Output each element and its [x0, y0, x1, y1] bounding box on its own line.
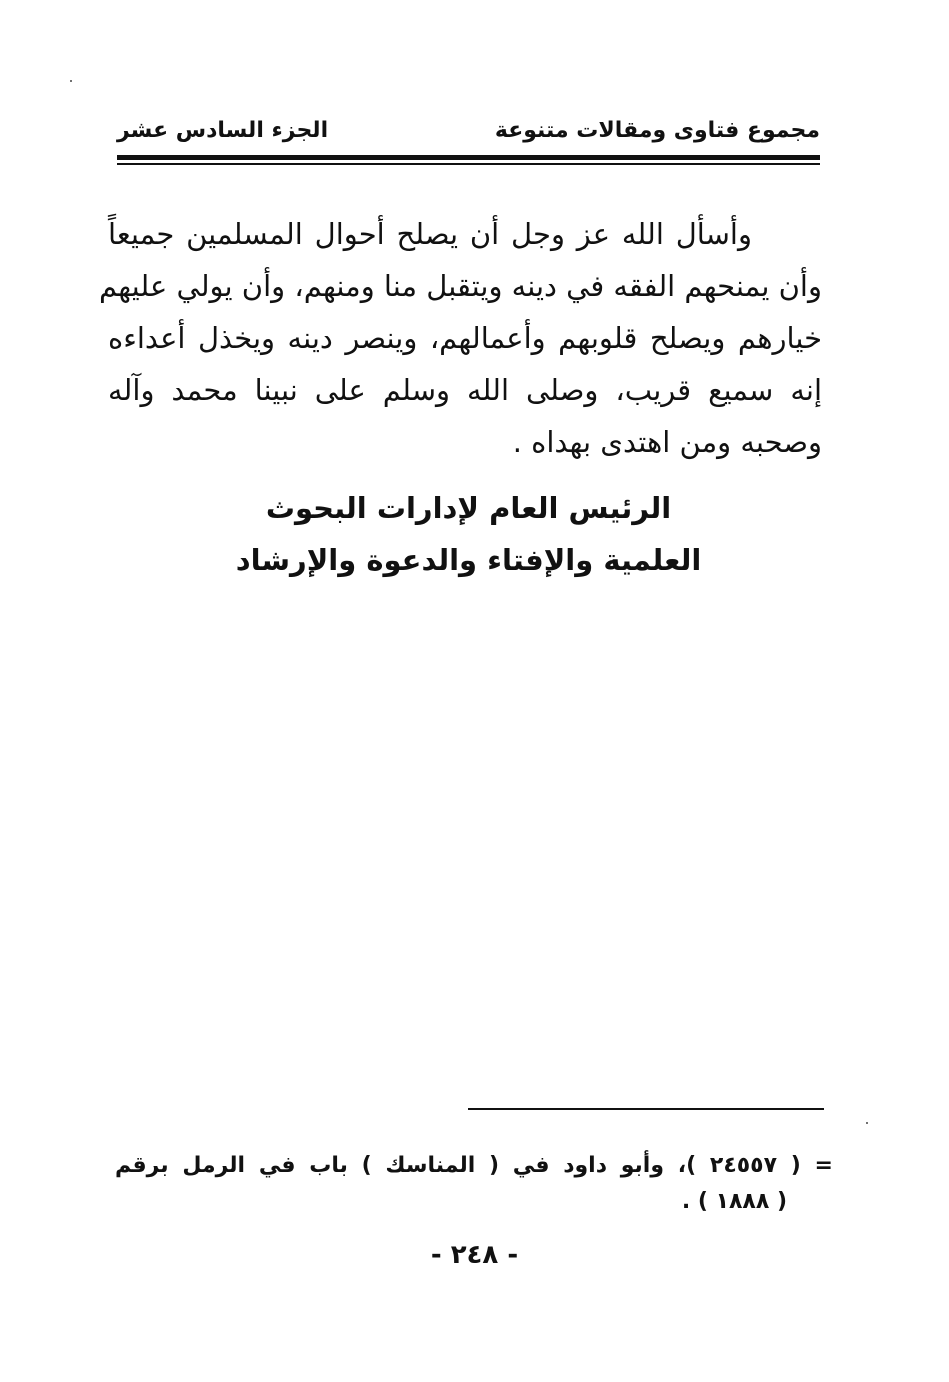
body-line: إنه سميع قريب، وصلى الله وسلم على نبينا محمد وآله	[108, 373, 822, 407]
scan-speck	[866, 1122, 868, 1124]
body-line: وصحبه ومن اهتدى بهداه .	[512, 425, 822, 459]
body-paragraph	[98, 208, 822, 468]
book-title: مجموع فتاوى ومقالات متنوعة	[494, 118, 820, 143]
footnote-separator	[468, 1108, 824, 1110]
footnote-line-1: = ( ٢٤٥٥٧ )، وأبو داود في ( المناسك ) باب في الرمل برقم	[115, 1153, 833, 1178]
header-rule-thin	[117, 163, 820, 165]
signature-line-2: العلمية والإفتاء والدعوة والإرشاد	[235, 543, 702, 577]
body-line: وأن يمنحهم الفقه في دينه ويتقبل منا ومنهم، وأن يولي عليهم	[98, 269, 822, 303]
volume-label: الجزء السادس عشر	[117, 118, 329, 143]
scan-speck	[70, 80, 72, 82]
signature-block	[0, 482, 949, 586]
running-header	[117, 112, 820, 152]
body-line: وأسأل الله عز وجل أن يصلح أحوال المسلمين جميعاً	[108, 217, 752, 251]
page-number: - ٢٤٨ -	[430, 1240, 519, 1270]
header-rule-thick	[117, 155, 820, 160]
body-line: خيارهم ويصلح قلوبهم وأعمالهم، وينصر دينه ويخذل أعداءه	[108, 321, 822, 355]
footnote	[115, 1148, 833, 1220]
signature-line-1: الرئيس العام لإدارات البحوث	[265, 491, 672, 525]
footnote-line-2: ( ١٨٨٨ ) .	[681, 1189, 787, 1214]
